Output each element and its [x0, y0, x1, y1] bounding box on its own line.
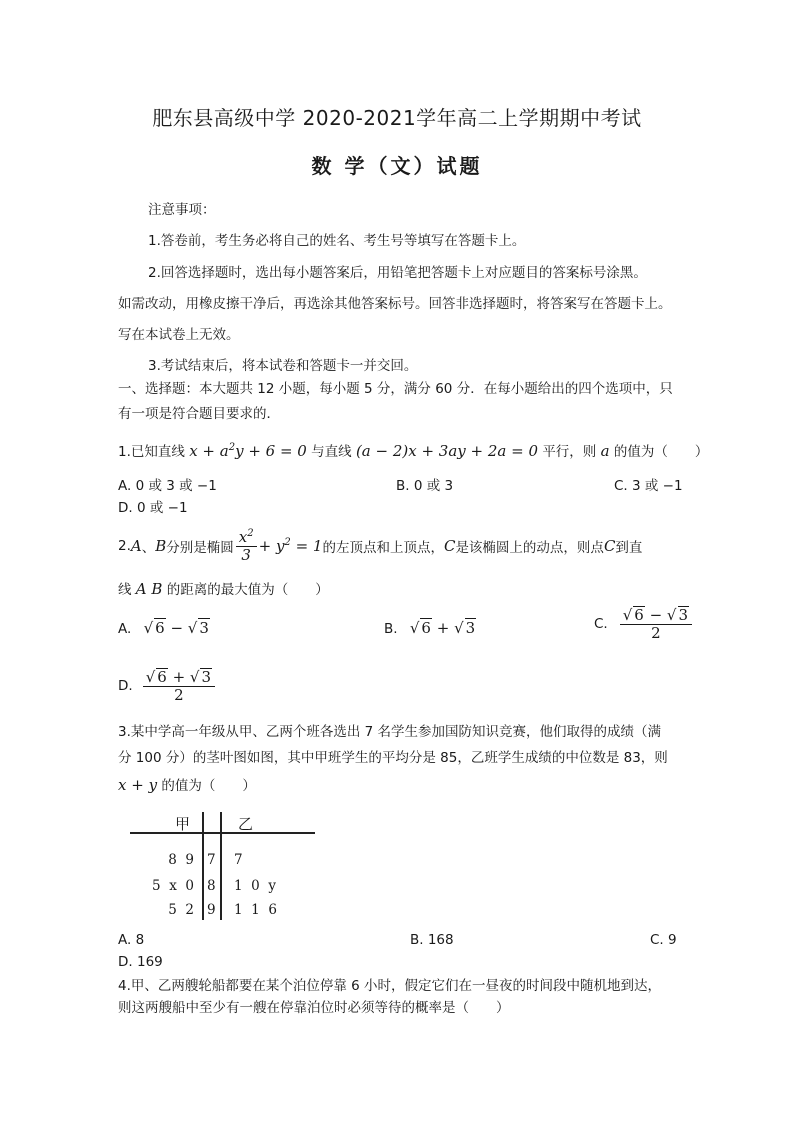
q2-option-c-expr: $\frac{√ 6 - √ 3}{2}$: [620, 606, 692, 641]
q3-option-d: D. 169: [118, 954, 163, 970]
q2-point-c2: C: [603, 536, 616, 555]
q1-mid: 与直线: [311, 444, 352, 460]
exam-title: 肥东县高级中学 2020-2021学年高二上学期期中考试: [152, 106, 642, 130]
q1-line2-equation: (a − 2)x + 3ay + 2a = 0: [355, 442, 539, 460]
q1-line1-equation: $x + a^2y + 6 = 0$: [189, 442, 307, 460]
stem-row-3-stem: 9: [207, 902, 216, 918]
q3-option-a: A. 8: [118, 932, 145, 948]
q2-option-b: [384, 618, 476, 637]
question-2: [118, 528, 678, 563]
q2-option-b-label: B.: [384, 621, 398, 637]
q1-option-d: D. 0 或 −1: [118, 500, 188, 516]
q2-ellipse-fraction: $\frac{x^2}{3}$: [236, 528, 257, 563]
note-1: 1.答卷前，考生务必将自己的姓名、考生号等填写在答题卡上。: [148, 233, 526, 249]
q4-line2: 则这两艘船中至少有一艘在停靠泊位时必须等待的概率是（ ）: [118, 1000, 510, 1016]
q1-var-a: a: [600, 442, 610, 460]
q3-line1: 3.某中学高一年级从甲、乙两个班各选出 7 名学生参加国防知识竞赛，他们取得的成绩（满: [118, 724, 662, 740]
q2-line2a: 线: [118, 582, 132, 598]
q2-ellipse-rest: + $y^2 = 1$: [258, 536, 323, 555]
stem-row-1-right: 7: [234, 852, 243, 868]
q2-option-c: [594, 606, 694, 641]
stem-leaf-plot: [120, 810, 320, 925]
stem-header-left: 甲: [175, 815, 191, 833]
stem-row-1-stem: 7: [207, 852, 216, 868]
q2-option-a-expr: √ 6 − √ 3: [143, 619, 209, 637]
stem-row-2-left: 5 x 0: [152, 878, 194, 894]
q2-p1: 2.: [118, 537, 131, 554]
q2-option-a: [118, 618, 210, 637]
stem-header-right: 乙: [238, 815, 254, 833]
q2-p6: 到直: [615, 539, 643, 556]
question-3-line3: [118, 774, 678, 794]
section1-line1: 一、选择题：本大题共 12 小题，每小题 5 分，满分 60 分．在每小题给出的四个选项中，只: [118, 381, 673, 397]
q2-option-d: [118, 668, 217, 703]
stem-row-2-right: 1 0 y: [234, 878, 276, 894]
note-3: 3.考试结束后，将本试卷和答题卡一并交回。: [148, 358, 418, 374]
q2-p4: 的左顶点和上顶点，: [322, 539, 444, 556]
notes-heading: 注意事项：: [148, 202, 216, 218]
stem-row-1-left: 8 9: [168, 852, 194, 868]
q2-line2b: 的距离的最大值为（ ）: [166, 582, 329, 598]
note-2b: 如需改动，用橡皮擦干净后，再选涂其他答案标号。回答非选择题时，将答案写在答题卡上。: [118, 296, 672, 312]
q1-suffix: 平行，则: [542, 444, 597, 460]
q3-line2: 分 100 分）的茎叶图如图，其中甲班学生的平均分是 85，乙班学生成绩的中位数是 83，则: [118, 750, 668, 766]
q2-p3: 分别是椭圆: [166, 539, 234, 556]
exam-subtitle: 数 学（文）试题: [311, 154, 483, 178]
q1-prefix: 1.已知直线: [118, 444, 185, 460]
q1-option-c: C. 3 或 −1: [614, 478, 683, 494]
q1-option-b: B. 0 或 3: [396, 478, 454, 494]
q2-option-d-label: D.: [118, 677, 133, 694]
q3-option-c: C. 9: [650, 932, 677, 948]
q2-point-b: B: [155, 536, 167, 555]
q2-p5: 是该椭圆上的动点，则点: [455, 539, 604, 556]
q2-point-a: A: [130, 536, 142, 555]
stem-row-3-right: 1 1 6: [234, 902, 277, 918]
q2-option-d-expr: $\frac{√ 6 + √ 3}{2}$: [143, 668, 215, 703]
q2-option-a-label: A.: [118, 621, 132, 637]
stem-plot-divider-right: [220, 812, 222, 920]
q3-option-b: B. 168: [410, 932, 454, 948]
q2-line-ab: A B: [135, 580, 163, 598]
q4-line1: 4.甲、乙两艘轮船都要在某个泊位停靠 6 小时，假定它们在一昼夜的时间段中随机地到达，: [118, 978, 662, 994]
stem-row-2-stem: 8: [207, 878, 216, 894]
q1-tail: 的值为（ ）: [613, 444, 709, 460]
stem-plot-divider-left: [202, 812, 204, 920]
note-2a: 2.回答选择题时，选出每小题答案后，用铅笔把答题卡上对应题目的答案标号涂黑。: [148, 265, 647, 281]
q2-point-c: C: [443, 536, 456, 555]
q3-line3: 的值为（ ）: [161, 778, 256, 794]
note-2c: 写在本试卷上无效。: [118, 327, 240, 343]
stem-plot-header-rule: [130, 832, 315, 834]
q2-option-b-expr: √ 6 + √ 3: [409, 619, 476, 637]
question-1: [118, 440, 709, 460]
q1-option-a: A. 0 或 3 或 −1: [118, 478, 217, 494]
stem-row-3-left: 5 2: [168, 902, 194, 918]
q2-option-c-label: C.: [594, 615, 608, 632]
q2-p2: 、: [141, 539, 156, 556]
section1-line2: 有一项是符合题目要求的．: [118, 406, 280, 422]
question-2-line2: [118, 578, 678, 598]
q3-x-plus-y: x + y: [118, 776, 158, 794]
